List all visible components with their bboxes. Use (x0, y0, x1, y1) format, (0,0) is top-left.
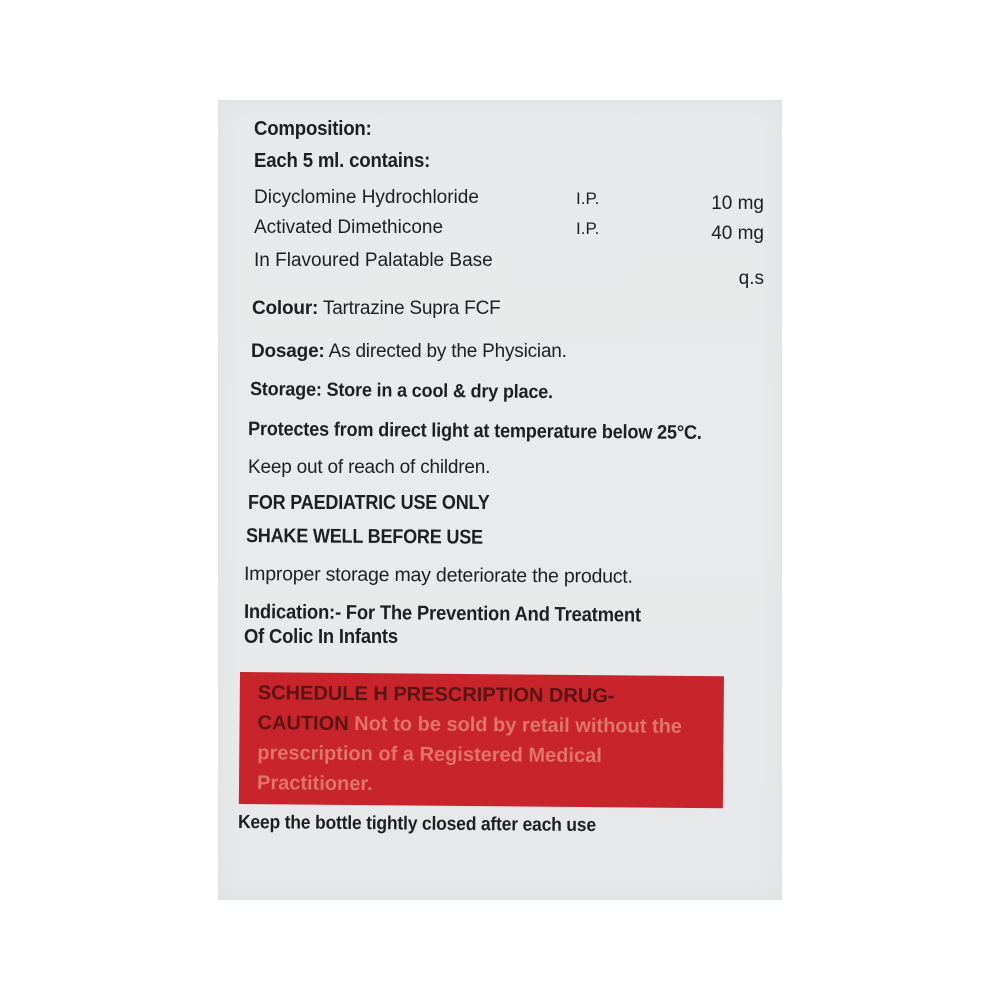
ingredient-row (254, 250, 764, 289)
ingredient-name: In Flavoured Palatable Base (254, 250, 493, 271)
ingredient-standard: I.P. (576, 189, 600, 208)
storage-line (250, 379, 553, 404)
dosage-line (251, 341, 567, 363)
indication-line-2: Of Colic In Infants (244, 626, 398, 648)
schedule-h-title: SCHEDULE H PRESCRIPTION DRUG- (257, 682, 615, 708)
dosage-label: Dosage: (251, 341, 325, 362)
ingredient-quantity: q.s (738, 268, 764, 289)
ingredient-name: Dicyclomine Hydrochloride (254, 187, 479, 208)
indication-line-1: Indication:- For The Prevention And Treatment (243, 601, 641, 627)
colour-value: Tartrazine Supra FCF (322, 298, 501, 319)
ingredient-quantity: 10 mg (711, 193, 764, 214)
schedule-h-warning-box (239, 672, 724, 808)
storage-value: Store in a cool & dry place. (326, 379, 554, 404)
paediatric-use-text: FOR PAEDIATRIC USE ONLY (248, 492, 490, 514)
improper-storage-text: Improper storage may deteriorate the product. (243, 563, 633, 588)
dosage-value: As directed by the Physician. (328, 341, 567, 362)
per-dose-text: Each 5 ml. contains: (254, 150, 431, 172)
ingredient-standard: I.P. (576, 219, 600, 238)
medicine-label-panel (218, 100, 782, 900)
closing-note-text: Keep the bottle tightly closed after each use (237, 812, 597, 837)
light-protection-text: Protectes from direct light at temperature below 25°C. (247, 418, 702, 444)
schedule-h-warning-text (257, 678, 718, 802)
shake-well-text: SHAKE WELL BEFORE USE (245, 525, 483, 549)
caution-label: CAUTION (257, 712, 349, 735)
caution-text: Not to be sold by retail without the prescription of a Registered Medical Practitioner. (256, 712, 683, 796)
colour-label: Colour: (252, 298, 319, 319)
ingredient-name: Activated Dimethicone (254, 217, 444, 238)
composition-heading: Composition: (254, 118, 372, 140)
ingredient-row (254, 187, 764, 213)
storage-label: Storage: (249, 379, 322, 401)
ingredient-row (254, 217, 764, 243)
colour-line (252, 298, 501, 320)
ingredient-quantity: 40 mg (711, 223, 764, 244)
children-warning-text: Keep out of reach of children. (248, 457, 491, 478)
